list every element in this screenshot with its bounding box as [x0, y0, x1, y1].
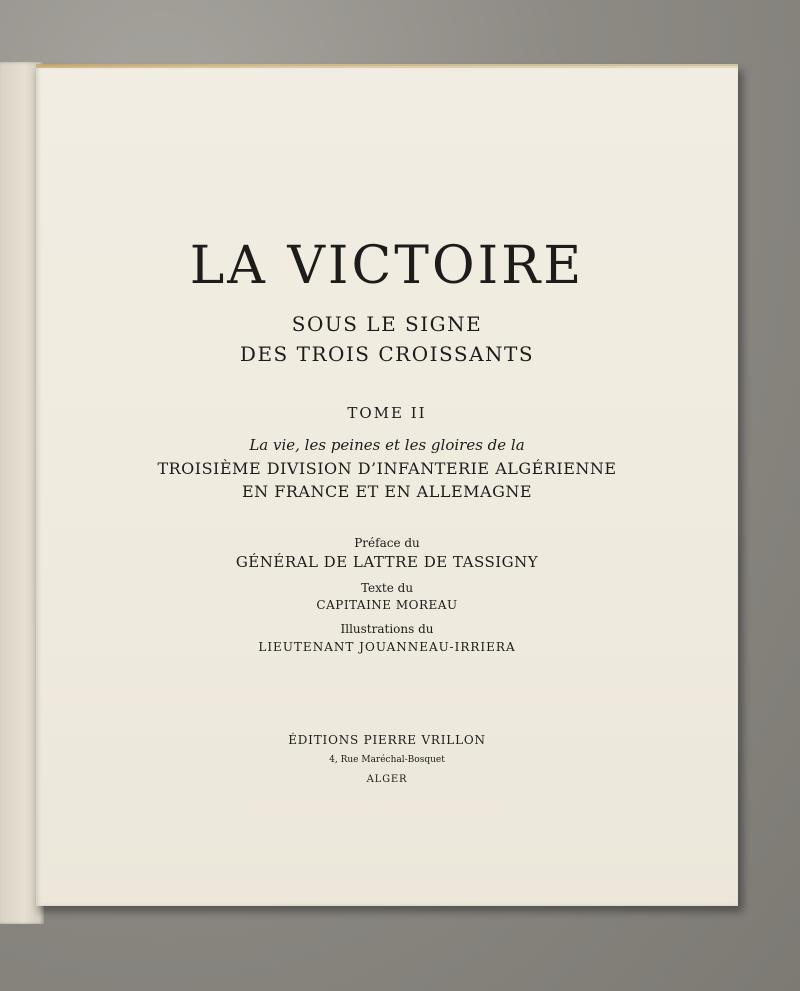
gilded-top-edge — [36, 64, 738, 68]
division-name: TROISIÈME DIVISION D’INFANTERIE ALGÉRIENNE — [157, 459, 617, 478]
preface-author: GÉNÉRAL DE LATTRE DE TASSIGNY — [235, 553, 539, 571]
tagline: La vie, les peines et les gloires de la — [249, 436, 525, 454]
subtitle-line-1: SOUS LE SIGNE — [291, 312, 483, 336]
subtitle-line-2: DES TROIS CROISSANTS — [239, 342, 535, 366]
illustrations-author: LIEUTENANT JOUANNEAU-IRRIERA — [258, 640, 516, 654]
preface-label: Préface du — [354, 536, 420, 550]
volume-label: TOME II — [347, 404, 427, 422]
publisher-city: ALGER — [366, 774, 408, 785]
text-label: Texte du — [360, 581, 414, 595]
illustrations-label: Illustrations du — [340, 622, 434, 636]
book-title: LA VICTOIRE — [189, 236, 585, 296]
publisher-name: ÉDITIONS PIERRE VRILLON — [288, 733, 486, 747]
publisher-address: 4, Rue Maréchal-Bosquet — [329, 755, 445, 765]
region-line: EN FRANCE ET EN ALLEMAGNE — [241, 482, 533, 501]
text-author: CAPITAINE MOREAU — [316, 598, 458, 612]
